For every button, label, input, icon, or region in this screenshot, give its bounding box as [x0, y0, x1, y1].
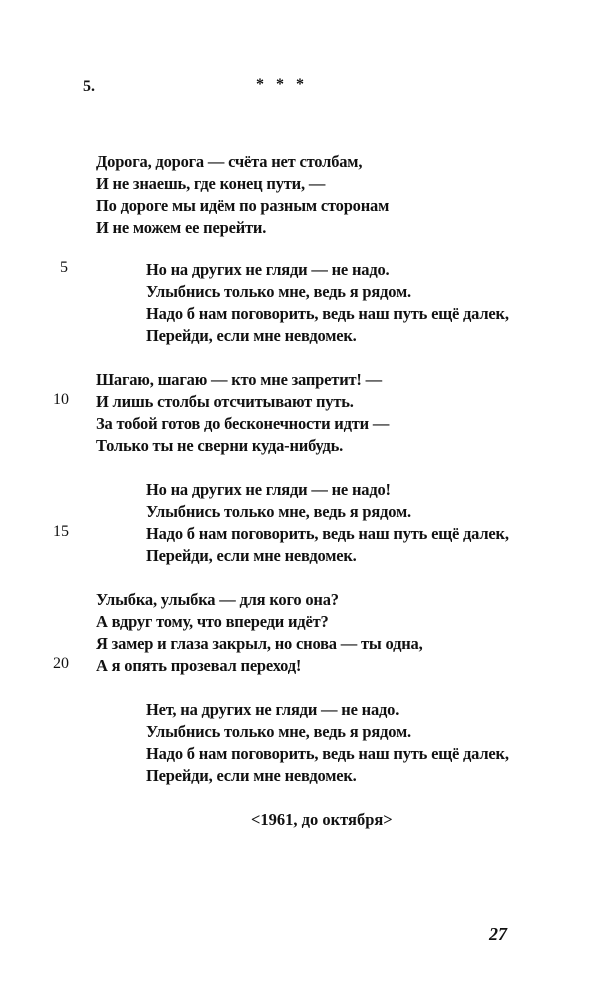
line-number: 20 — [53, 655, 69, 672]
verse-line: Я замер и глаза закрыл, но снова — ты одна, — [96, 634, 423, 653]
verse-line: Надо б нам поговорить, ведь наш путь ещё далек, — [146, 744, 509, 763]
verse-line: Надо б нам поговорить, ведь наш путь ещё далек, — [146, 524, 509, 543]
verse-line: Но на других не гляди — не надо! — [146, 480, 391, 499]
verse-line: Надо б нам поговорить, ведь наш путь ещё далек, — [146, 304, 509, 323]
verse-line: Улыбнись только мне, ведь я рядом. — [146, 282, 411, 301]
verse-line: Дорога, дорога — счёта нет столбам, — [96, 152, 363, 171]
verse-line: Перейди, если мне невдомек. — [146, 326, 357, 345]
verse-line: Перейди, если мне невдомек. — [146, 546, 357, 565]
stanza-4 — [146, 479, 509, 567]
verse-line: Шагаю, шагаю — кто мне запретит! — — [96, 370, 382, 389]
stanza-1 — [96, 151, 389, 239]
verse-line: А я опять прозевал переход! — [96, 656, 302, 675]
page-number: 27 — [489, 924, 507, 944]
stanza-3 — [96, 369, 389, 457]
stanza-6 — [146, 699, 509, 787]
stanza-5 — [96, 589, 423, 677]
verse-line: Улыбка, улыбка — для кого она? — [96, 590, 339, 609]
line-number: 5 — [60, 259, 68, 276]
verse-line: За тобой готов до бесконечности идти — — [96, 414, 390, 433]
poem-date: <1961, до октября> — [251, 810, 393, 829]
verse-line: Нет, на других не гляди — не надо. — [146, 700, 400, 719]
stanza-2 — [146, 259, 509, 347]
verse-line: И не можем ее перейти. — [96, 218, 267, 237]
title-asterisks: * * * — [256, 76, 308, 93]
verse-line: Только ты не сверни куда-нибудь. — [96, 436, 344, 455]
verse-line: Улыбнись только мне, ведь я рядом. — [146, 502, 411, 521]
poem-number: 5. — [83, 78, 95, 95]
verse-line: Но на других не гляди — не надо. — [146, 260, 390, 279]
verse-line: И не знаешь, где конец пути, — — [96, 174, 326, 193]
line-number: 10 — [53, 391, 69, 408]
verse-line: И лишь столбы отсчитывают путь. — [96, 392, 354, 411]
verse-line: Улыбнись только мне, ведь я рядом. — [146, 722, 411, 741]
verse-line: А вдруг тому, что впереди идёт? — [96, 612, 329, 631]
verse-line: Перейди, если мне невдомек. — [146, 766, 357, 785]
verse-line: По дороге мы идём по разным сторонам — [96, 196, 390, 215]
line-number: 15 — [53, 523, 69, 540]
